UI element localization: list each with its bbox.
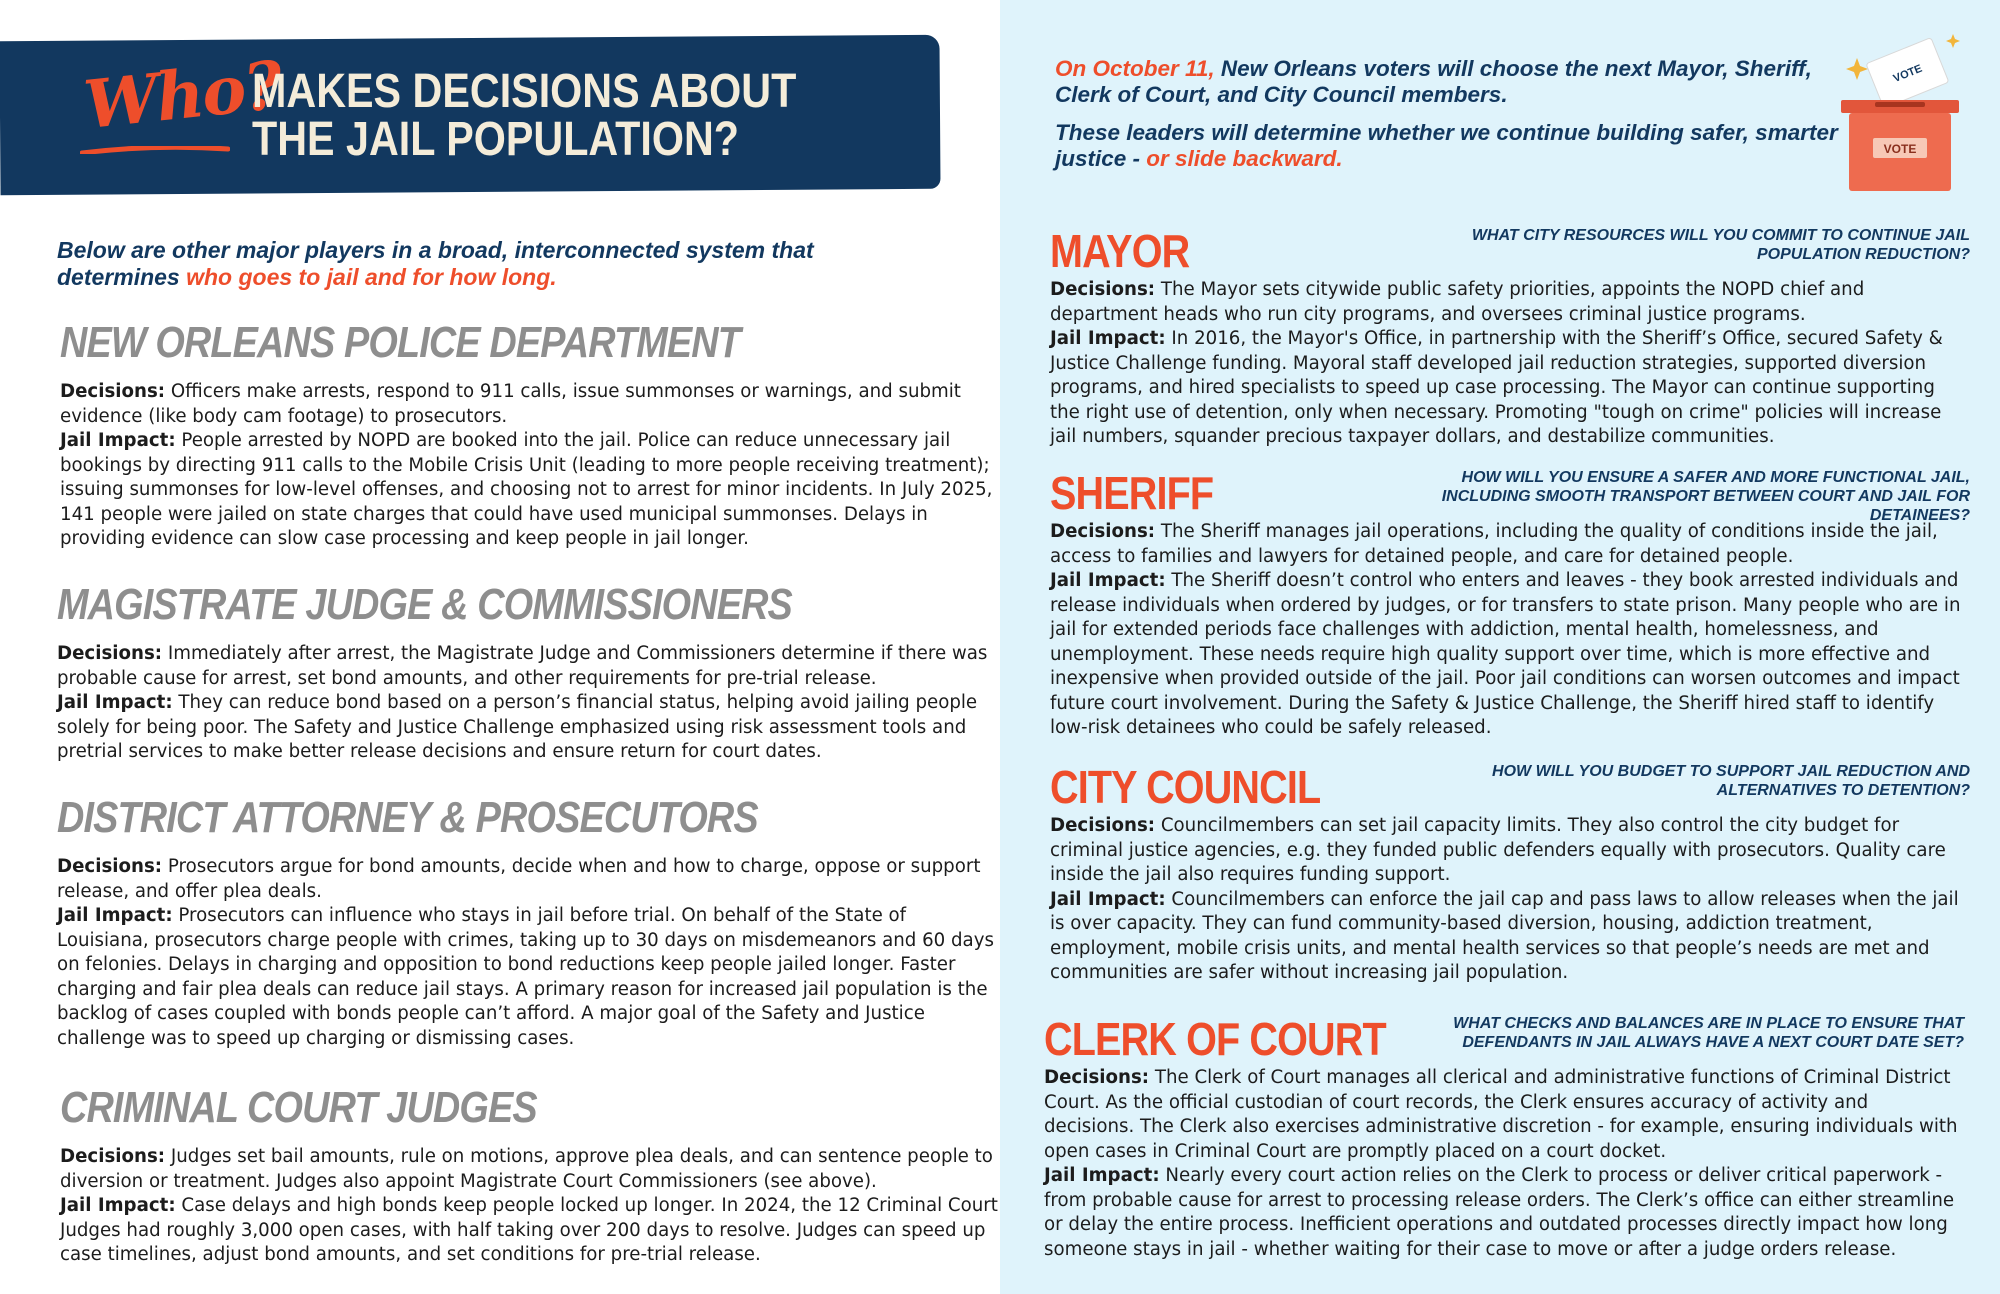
impact-label: Jail Impact: xyxy=(1050,328,1166,349)
candidate-question: HOW WILL YOU ENSURE A SAFER AND MORE FUNCTIONAL JAIL, INCLUDING SMOOTH TRANSPORT BETWEEN COURT AND JAIL FOR DETAINEES? xyxy=(1441,469,1970,524)
section-title: MAGISTRATE JUDGE & COMMISSIONERS xyxy=(57,580,792,629)
decisions-label: Decisions: xyxy=(1050,279,1156,300)
impact-label: Jail Impact: xyxy=(60,1195,176,1216)
section-title: SHERIFF xyxy=(1050,467,1214,519)
decisions-text: Officers make arrests, respond to 911 calls, issue summonses or warnings, and submit evidence (like body cam footage) to prosecutors. xyxy=(60,381,961,427)
left-intro-highlight: who goes to jail and for how long. xyxy=(186,264,557,290)
section-title: NEW ORLEANS POLICE DEPARTMENT xyxy=(60,318,741,367)
section-magistrate xyxy=(57,580,997,765)
section-title: CLERK OF COURT xyxy=(1044,1013,1386,1065)
section-header xyxy=(1050,466,1970,524)
section-header xyxy=(1050,224,1970,278)
decisions-label: Decisions: xyxy=(60,381,166,402)
stakes-text: These leaders will determine whether we continue building safer, smarter justice - xyxy=(1055,120,1838,171)
candidate-question: WHAT CHECKS AND BALANCES ARE IN PLACE TO ENSURE THAT DEFENDANTS IN JAIL ALWAYS HAVE A NEXT COURT DATE SET? xyxy=(1453,1015,1964,1051)
election-stakes xyxy=(1055,120,1845,172)
impact-text: In 2016, the Mayor's Office, in partnership with the Sheriff’s Office, secured Safety & Justice Challenge funding. Mayoral staff developed jail reduction strategies, supported diversion programs, and hired specialists to speed up case processing. The Mayor can continue supporting the right use of detention, only when necessary. Promoting "tough on crime" policies will increase jail numbers, squander precious taxpayer dollars, and destabilize communities. xyxy=(1050,328,1943,447)
who-script-heading: Who? xyxy=(80,45,285,145)
right-intro xyxy=(1055,56,1845,172)
section-clerk-of-court xyxy=(1044,1012,1964,1262)
section-city-council xyxy=(1050,760,1970,986)
impact-label: Jail Impact: xyxy=(1050,570,1166,591)
decisions-text: The Sheriff manages jail operations, including the quality of conditions inside the jail, access to families and lawyers for detained people, and care for detained people. xyxy=(1050,521,1938,567)
section-title: DISTRICT ATTORNEY & PROSECUTORS xyxy=(57,793,758,842)
impact-text: Case delays and high bonds keep people locked up longer. In 2024, the 12 Criminal Court Judges had roughly 3,000 open cases, with half taking over 200 days to resolve. Judges can speed up case timelines, adjust bond amounts, and set conditions for pre-trial release. xyxy=(60,1195,998,1265)
impact-label: Jail Impact: xyxy=(57,692,173,713)
impact-label: Jail Impact: xyxy=(57,905,173,926)
ballot-box-label: VOTE xyxy=(1883,142,1917,156)
decisions-text: The Clerk of Court manages all clerical and administrative functions of Criminal District Court. As the official custodian of court records, the Clerk ensures accuracy of activity and decisions. The Clerk also exercises administrative discretion - for example, ensuring individuals with open cases in Criminal Court are promptly placed on a court docket. xyxy=(1044,1067,1958,1162)
candidate-question: WHAT CITY RESOURCES WILL YOU COMMIT TO CONTINUE JAIL POPULATION REDUCTION? xyxy=(1471,227,1970,263)
decisions-text: Judges set bail amounts, rule on motions, approve plea deals, and can sentence people to diversion or treatment. Judges also appoint Magistrate Court Commissioners (see above). xyxy=(60,1146,993,1192)
impact-text: People arrested by NOPD are booked into the jail. Police can reduce unnecessary jail bookings by directing 911 calls to the Mobile Crisis Unit (leading to more people receiving treatment); issuing summonses for low-level offenses, and choosing not to arrest for minor incidents. In July 2025, 141 people were jailed on state charges that could have used municipal summonses. Delays in providing evidence can slow case processing and keep people in jail longer. xyxy=(60,430,993,549)
page-title xyxy=(252,65,957,166)
section-sheriff xyxy=(1050,466,1970,741)
decisions-text: Councilmembers can set jail capacity limits. They also control the city budget for criminal justice agencies, e.g. they funded public defenders equally with prosecutors. Quality care inside the jail also requires funding support. xyxy=(1050,815,1946,885)
impact-label: Jail Impact: xyxy=(1044,1165,1160,1186)
section-header xyxy=(1050,760,1970,814)
impact-text: They can reduce bond based on a person’s financial status, helping avoid jailing people solely for being poor. The Safety and Justice Challenge emphasized using risk assessment tools and pretrial services to make better release decisions and ensure return for court dates. xyxy=(57,692,978,762)
decisions-label: Decisions: xyxy=(1050,521,1156,542)
section-body xyxy=(60,1145,1000,1268)
election-date: On October 11, xyxy=(1055,56,1215,81)
candidate-question: HOW WILL YOU BUDGET TO SUPPORT JAIL REDUCTION AND ALTERNATIVES TO DETENTION? xyxy=(1492,763,1970,799)
section-title: MAYOR xyxy=(1050,225,1190,277)
section-body xyxy=(1044,1066,1964,1262)
who-underline-stroke xyxy=(80,146,230,154)
section-body xyxy=(60,380,1000,552)
decisions-label: Decisions: xyxy=(1044,1067,1150,1088)
section-body xyxy=(57,642,997,765)
left-intro xyxy=(57,237,917,291)
left-intro-text: Below are other major players in a broad, interconnected system that determines xyxy=(57,237,814,290)
page-title-line-1: MAKES DECISIONS ABOUT xyxy=(252,65,797,118)
section-body xyxy=(57,855,997,1051)
section-title: CITY COUNCIL xyxy=(1050,761,1321,813)
page-title-line-2: THE JAIL POPULATION? xyxy=(252,113,739,166)
impact-text: Nearly every court action relies on the Clerk to process or deliver critical paperwork - from probable cause for arrest to processing release orders. The Clerk’s office can either streamline or delay the entire process. Inefficient operations and outdated processes directly impact how long someone stays in jail - whether waiting for their case to move or after a judge orders release. xyxy=(1044,1165,1955,1260)
decisions-label: Decisions: xyxy=(57,643,163,664)
impact-text: Councilmembers can enforce the jail cap and pass laws to allow releases when the jail is over capacity. They can fund community-based diversion, housing, addiction treatment, employment, mobile crisis units, and mental health services so that people’s needs are met and communities are safer without increasing jail population. xyxy=(1050,888,1959,983)
section-mayor xyxy=(1050,224,1970,450)
impact-text: Prosecutors can influence who stays in jail before trial. On behalf of the State of Louisiana, prosecutors charge people with crimes, taking up to 30 days on misdemeanors and 60 days on felonies. Delays in charging and opposition to bond reductions keep people jailed longer. Faster charging and fair plea deals can reduce jail stays. A primary reason for increased jail population is the backlog of cases coupled with bonds people can’t afford. A major goal of the Safety and Justice challenge was to speed up charging or dismissing cases. xyxy=(57,905,994,1049)
section-district-attorney xyxy=(57,793,997,1051)
ballot-vote-label: VOTE xyxy=(1891,62,1924,86)
decisions-label: Decisions: xyxy=(57,856,163,877)
ballot-paper xyxy=(1866,38,1949,109)
decisions-label: Decisions: xyxy=(60,1146,166,1167)
decisions-text: Immediately after arrest, the Magistrate Judge and Commissioners determine if there was probable cause for arrest, set bond amounts, and other requirements for pre-trial release. xyxy=(57,643,988,689)
ballot-box-icon xyxy=(1835,30,1965,195)
impact-label: Jail Impact: xyxy=(1050,888,1166,910)
decisions-label: Decisions: xyxy=(1050,815,1156,836)
section-body xyxy=(1050,814,1970,986)
impact-text: The Sheriff doesn’t control who enters and leaves - they book arrested individuals and release individuals when ordered by judges, or for transfers to state prison. Many people who are in jail for extended periods face challenges with addiction, mental health, homelessness, and unemployment. These needs require high quality support over time, which is more effective and inexpensive when provided outside of the jail. Poor jail conditions can worsen outcomes and impact future court involvement. During the Safety & Justice Challenge, the Sheriff hired staff to identify low-risk detainees who could be safely released. xyxy=(1050,570,1961,738)
decisions-text: The Mayor sets citywide public safety priorities, appoints the NOPD chief and department heads who run city programs, and oversees criminal justice programs. xyxy=(1050,279,1865,325)
decisions-text: Prosecutors argue for bond amounts, decide when and how to charge, oppose or support release, and offer plea deals. xyxy=(57,856,981,902)
section-body xyxy=(1050,520,1970,741)
stakes-highlight: or slide backward. xyxy=(1146,146,1343,171)
section-nopd xyxy=(60,318,1000,552)
impact-label: Jail Impact: xyxy=(60,430,176,451)
section-body xyxy=(1050,278,1970,450)
election-text: New Orleans voters will choose the next Mayor, Sheriff, Clerk of Court, and City Council members. xyxy=(1055,56,1812,107)
section-criminal-court-judges xyxy=(60,1083,1000,1268)
section-title: CRIMINAL COURT JUDGES xyxy=(60,1083,537,1132)
section-header xyxy=(1044,1012,1964,1066)
election-announcement xyxy=(1055,56,1845,108)
